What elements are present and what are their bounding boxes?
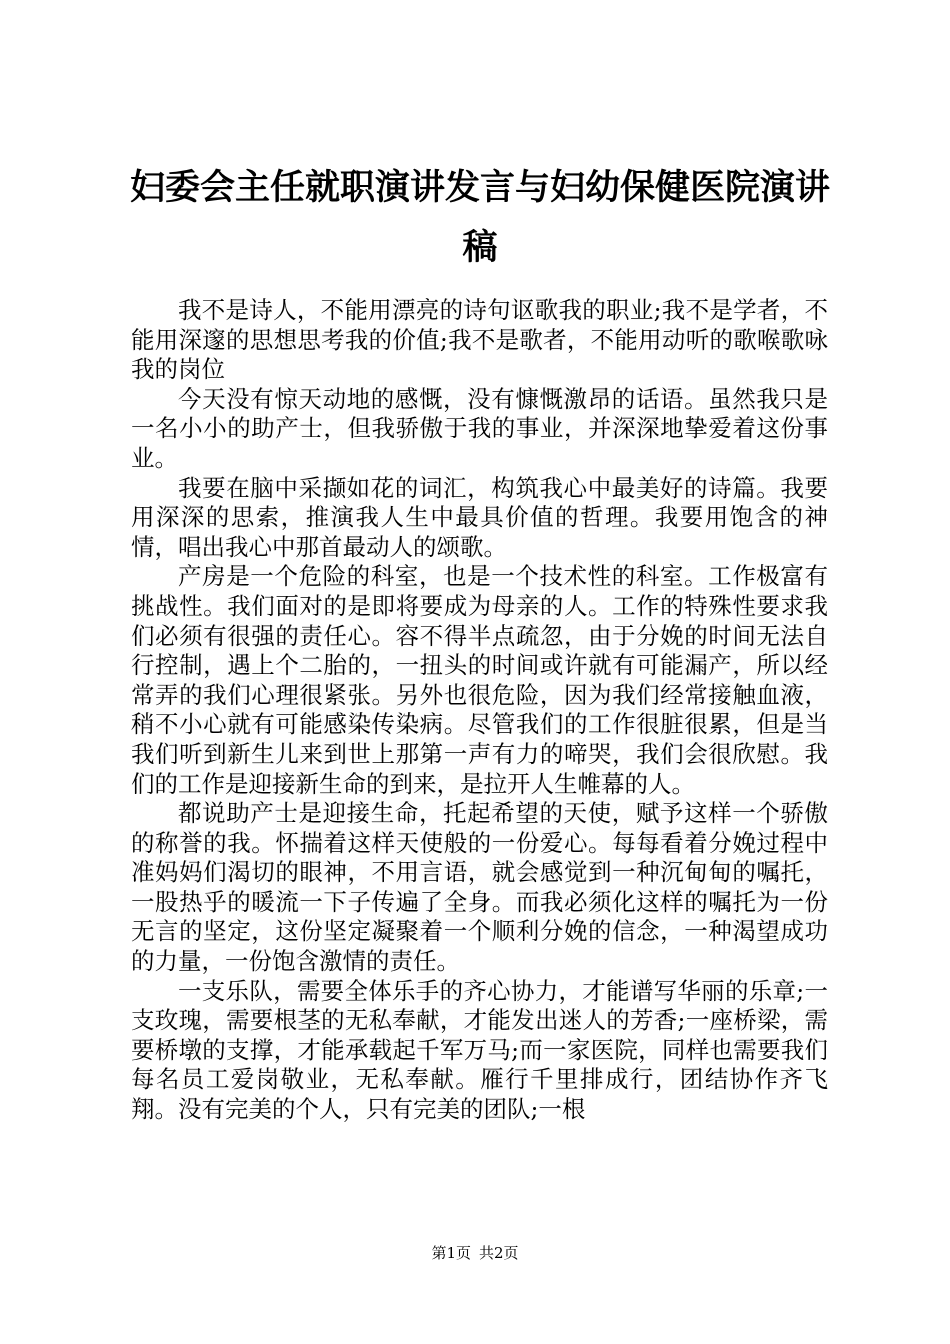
paragraph: 我不是诗人，不能用漂亮的诗句讴歌我的职业;我不是学者，不能用深邃的思想思考我的价值;我不是歌者，不能用动听的歌喉歌咏我的岗位 <box>131 296 828 384</box>
document-title: 妇委会主任就职演讲发言与妇幼保健医院演讲稿 <box>129 167 830 268</box>
paragraph: 今天没有惊天动地的感慨，没有慷慨激昂的话语。虽然我只是一名小小的助产士，但我骄傲于我的事业，并深深地挚爱着这份事业。 <box>131 384 828 472</box>
paragraph: 产房是一个危险的科室，也是一个技术性的科室。工作极富有挑战性。我们面对的是即将要成为母亲的人。工作的特殊性要求我们必须有很强的责任心。容不得半点疏忽，由于分娩的时间无法自行控制，遇上个二胎的，一扭头的时间或许就有可能漏产，所以经常弄的我们心理很紧张。另外也很危险，因为我们经常接触血液，稍不小心就有可能感染传染病。尽管我们的工作很脏很累，但是当我们听到新生儿来到世上那第一声有力的啼哭，我们会很欣慰。我们的工作是迎接新生命的到来，是拉开人生帷幕的人。 <box>131 562 828 798</box>
page-footer <box>0 1243 950 1263</box>
document-body <box>131 296 828 1125</box>
paragraph: 我要在脑中采撷如花的词汇，构筑我心中最美好的诗篇。我要用深深的思索，推演我人生中最具价值的哲理。我要用饱含的神情，唱出我心中那首最动人的颂歌。 <box>131 473 828 561</box>
page-total: 共2页 <box>479 1244 519 1262</box>
page-number: 第1页 <box>431 1244 471 1262</box>
paragraph: 一支乐队，需要全体乐手的齐心协力，才能谱写华丽的乐章;一支玫瑰，需要根茎的无私奉献，才能发出迷人的芳香;一座桥梁，需要桥墩的支撑，才能承载起千军万马;而一家医院，同样也需要我们每名员工爱岗敬业，无私奉献。雁行千里排成行，团结协作齐飞翔。没有完美的个人，只有完美的团队;一根 <box>131 976 828 1124</box>
paragraph: 都说助产士是迎接生命，托起希望的天使，赋予这样一个骄傲的称誉的我。怀揣着这样天使般的一份爱心。每每看着分娩过程中准妈妈们渴切的眼神，不用言语，就会感觉到一种沉甸甸的嘱托，一股热乎的暖流一下子传遍了全身。而我必须化这样的嘱托为一份无言的坚定，这份坚定凝聚着一个顺利分娩的信念，一种渴望成功的力量，一份饱含激情的责任。 <box>131 799 828 976</box>
